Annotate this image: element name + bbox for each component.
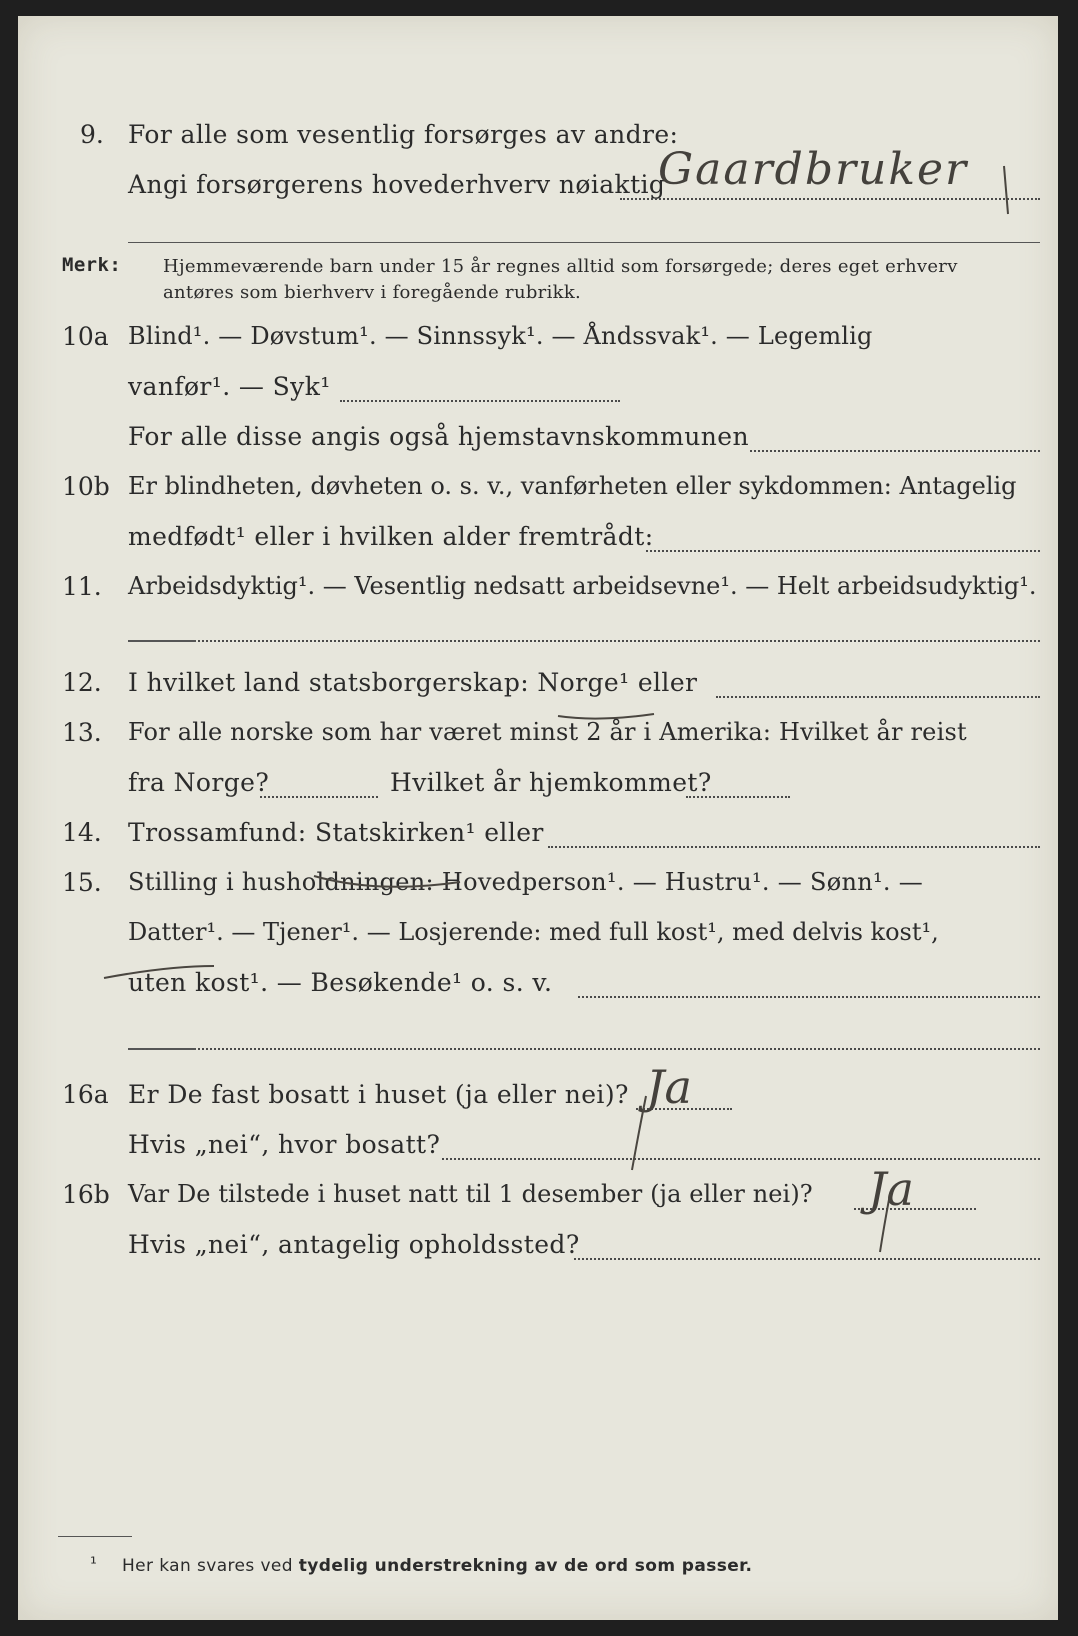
statskirken-underline-mark xyxy=(314,876,460,887)
merk-label: Merk: xyxy=(62,254,122,276)
q10a-line3: For alle disse angis også hjemstavnskommunen xyxy=(128,422,749,451)
datter-underline-mark xyxy=(104,966,214,978)
q14-number: 14. xyxy=(62,818,102,847)
footnote-mark: ¹ xyxy=(90,1554,98,1574)
q15-line3: uten kost¹. — Besøkende¹ o. s. v. xyxy=(128,968,553,997)
q16a-line1: Er De fast bosatt i huset (ja eller nei)? xyxy=(128,1080,629,1109)
merk-line1: Hjemmeværende barn under 15 år regnes alltid som forsørgede; deres eget erhverv xyxy=(163,256,958,277)
q9-handwritten-answer: Gaardbruker xyxy=(658,144,969,195)
q15-line2: Datter¹. — Tjener¹. — Losjerende: med full kost¹, med delvis kost¹, xyxy=(128,918,939,946)
q10b-line1: Er blindheten, døvheten o. s. v., vanførheten eller sykdommen: Antagelig xyxy=(128,472,1017,500)
q16a-line2: Hvis „nei“, hvor bosatt? xyxy=(128,1130,441,1159)
q13-line2b: Hvilket år hjemkommet? xyxy=(390,768,712,797)
q15-line1: Stilling i husholdningen: Hovedperson¹. — Hustru¹. — Sønn¹. — xyxy=(128,868,924,896)
norge-underline-mark xyxy=(558,714,654,719)
q10b-number: 10b xyxy=(62,472,110,501)
q15-number: 15. xyxy=(62,868,102,897)
q16a-handwritten-answer: Ja xyxy=(646,1060,692,1114)
footnote-plain-text: Her kan svares ved xyxy=(122,1556,293,1576)
handwritten-marks xyxy=(18,16,1058,1620)
q9-answer-stroke xyxy=(1004,166,1008,214)
q9-number: 9. xyxy=(80,120,104,149)
q13-line1: For alle norske som har været minst 2 år i Amerika: Hvilket år reist xyxy=(128,718,967,746)
q16b-answer-stroke xyxy=(880,1194,890,1252)
q16b-handwritten-answer: Ja xyxy=(868,1162,914,1216)
merk-line2: antøres som bierhverv i foregående rubrikk. xyxy=(163,282,582,303)
q10a-line2: vanfør¹. — Syk¹ xyxy=(128,372,331,401)
q16a-number: 16a xyxy=(62,1080,109,1109)
q11-line1: Arbeidsdyktig¹. — Vesentlig nedsatt arbeidsevne¹. — Helt arbeidsudyktig¹. xyxy=(128,572,1037,600)
q10a-line1: Blind¹. — Døvstum¹. — Sinnssyk¹. — Åndssvak¹. — Legemlig xyxy=(128,322,873,350)
q11-number: 11. xyxy=(62,572,102,601)
q9-line1: For alle som vesentlig forsørges av andre: xyxy=(128,120,679,149)
q16b-line2: Hvis „nei“, antagelig opholdssted? xyxy=(128,1230,580,1259)
footnote-bold-text: tydelig understrekning av de ord som passer. xyxy=(298,1556,753,1576)
q9-line2: Angi forsørgerens hovederhverv nøiaktig xyxy=(128,170,666,199)
q16b-number: 16b xyxy=(62,1180,110,1209)
q13-line2a: fra Norge? xyxy=(128,768,270,797)
q10a-number: 10a xyxy=(62,322,109,351)
q16a-answer-stroke xyxy=(632,1096,646,1170)
q10b-line2: medfødt¹ eller i hvilken alder fremtrådt: xyxy=(128,522,654,551)
census-form-page xyxy=(18,16,1058,1620)
q13-number: 13. xyxy=(62,718,102,747)
q12-number: 12. xyxy=(62,668,102,697)
q16b-line1: Var De tilstede i huset natt til 1 desember (ja eller nei)? xyxy=(128,1180,813,1208)
q12-line1: I hvilket land statsborgerskap: Norge¹ eller xyxy=(128,668,698,697)
q14-line1: Trossamfund: Statskirken¹ eller xyxy=(128,818,544,847)
